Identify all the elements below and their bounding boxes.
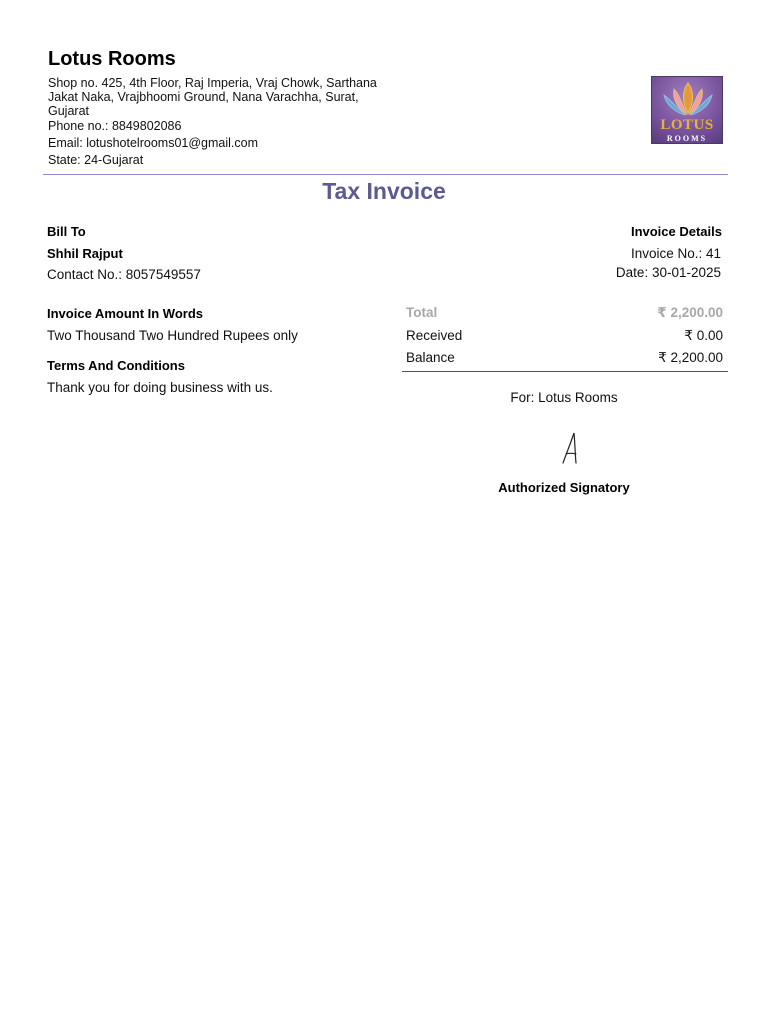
received-label: Received	[406, 328, 463, 343]
header-divider	[43, 174, 728, 175]
signature-for-text: For: Lotus Rooms	[510, 390, 618, 405]
terms-heading: Terms And Conditions	[47, 358, 185, 373]
balance-value: ₹ 2,200.00	[658, 350, 723, 365]
total-value: ₹ 2,200.00	[657, 305, 723, 320]
total-label: Total	[406, 305, 438, 320]
company-phone: Phone no.: 8849802086	[48, 119, 182, 133]
company-logo	[651, 76, 723, 144]
lotus-flower-icon	[652, 77, 724, 121]
totals-row-balance	[402, 350, 728, 368]
terms-text: Thank you for doing business with us.	[47, 380, 273, 395]
signature-mark-icon	[558, 430, 582, 466]
amount-words-heading: Invoice Amount In Words	[47, 306, 204, 321]
document-title: Tax Invoice	[322, 178, 446, 204]
invoice-date: Date: 30-01-2025	[615, 265, 721, 280]
logo-text: LOTUS	[660, 117, 714, 133]
bill-to-heading: Bill To	[47, 224, 86, 239]
totals-divider	[402, 371, 728, 372]
bill-to-contact: Contact No.: 8057549557	[47, 267, 201, 282]
totals-row-total	[402, 305, 728, 323]
bill-to-name: Shhil Rajput	[47, 246, 123, 261]
company-email: Email: lotushotelrooms01@gmail.com	[48, 136, 258, 150]
received-value: ₹ 0.00	[684, 328, 723, 343]
company-name: Lotus Rooms	[48, 48, 176, 70]
totals-row-received	[402, 328, 728, 346]
authorized-signatory-label: Authorized Signatory	[498, 480, 630, 495]
invoice-details-heading: Invoice Details	[630, 224, 722, 239]
company-address: Shop no. 425, 4th Floor, Raj Imperia, Vraj Chowk, Sarthana Jakat Naka, Vrajbhoomi Ground, Nana Varachha, Surat, Gujarat	[48, 76, 377, 118]
logo-subtext: ROOMS	[666, 134, 708, 143]
amount-words-text: Two Thousand Two Hundred Rupees only	[47, 328, 298, 343]
company-state: State: 24-Gujarat	[48, 153, 144, 167]
invoice-number: Invoice No.: 41	[630, 246, 721, 261]
balance-label: Balance	[406, 350, 455, 365]
